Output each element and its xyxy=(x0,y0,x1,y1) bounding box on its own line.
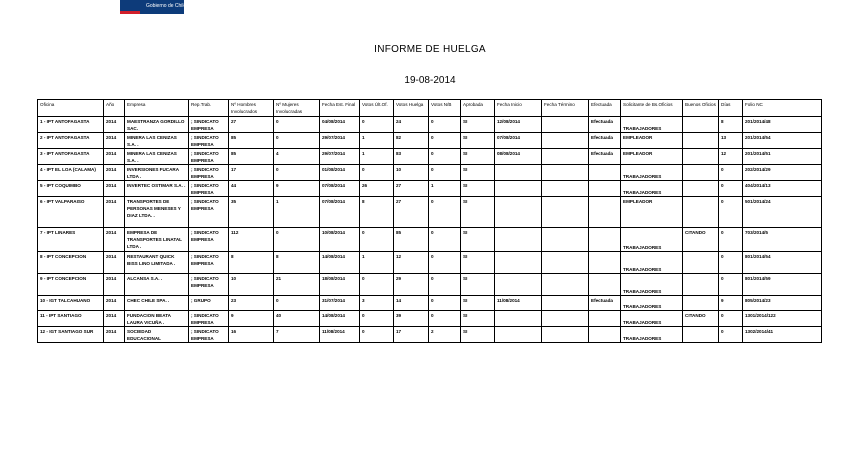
table-cell: MAESTRANZA GORDILLO SAC. xyxy=(125,117,189,133)
column-header: Aprobada xyxy=(461,100,495,117)
table-cell xyxy=(589,165,621,181)
table-cell: 1 xyxy=(360,133,394,149)
table-cell: 1 xyxy=(274,197,320,228)
table-cell: 29/07/2014 xyxy=(320,133,360,149)
table-cell: 2014 xyxy=(104,327,125,343)
table-cell: ; SINDICATO EMPRESA xyxy=(189,252,229,274)
table-cell: 1 - IPT ANTOFAGASTA xyxy=(38,117,104,133)
table-cell: 7 - IPT LINARES xyxy=(38,228,104,252)
table-row xyxy=(38,117,822,133)
table-cell: 0 xyxy=(360,165,394,181)
table-cell: Efectuada xyxy=(589,149,621,165)
table-cell: 501/2014/24 xyxy=(743,197,822,228)
table-cell: 703/2014/5 xyxy=(743,228,822,252)
table-cell: 201/2014/54 xyxy=(743,133,822,149)
table-cell: 0 xyxy=(719,311,743,327)
table-cell: 83 xyxy=(394,149,429,165)
table-cell: ; SINDICATO EMPRESA xyxy=(189,149,229,165)
table-cell: SOCIEDAD EDUCACIONAL xyxy=(125,327,189,343)
table-cell: 12/08/2014 xyxy=(495,117,542,133)
table-cell xyxy=(542,165,589,181)
table-cell xyxy=(589,197,621,228)
table-cell: 0 xyxy=(274,165,320,181)
table-cell: 9 xyxy=(274,181,320,197)
column-header: Fecha Inicio xyxy=(495,100,542,117)
table-cell xyxy=(495,311,542,327)
table-cell: 10 xyxy=(394,165,429,181)
table-cell xyxy=(542,228,589,252)
table-cell xyxy=(589,228,621,252)
table-cell xyxy=(495,274,542,296)
table-cell: EMPLEADOR xyxy=(621,133,683,149)
table-cell xyxy=(495,252,542,274)
table-cell xyxy=(683,274,719,296)
table-cell: RESTAURANT QUICK BISS LINO LIMITADA . xyxy=(125,252,189,274)
table-cell: 11 - IPT SANTIAGO xyxy=(38,311,104,327)
table-cell: 1 xyxy=(360,252,394,274)
table-cell: 0 xyxy=(274,133,320,149)
table-cell xyxy=(683,149,719,165)
table-row xyxy=(38,197,822,228)
table-cell: TRABAJADORES xyxy=(621,311,683,327)
table-row xyxy=(38,133,822,149)
table-cell: TRANSPORTES DE PERSONAS MENESES Y DIAZ LTDA. . xyxy=(125,197,189,228)
table-cell: 0 xyxy=(429,228,461,252)
table-cell: 8 - IPT CONCEPCION xyxy=(38,252,104,274)
table-cell: 2014 xyxy=(104,311,125,327)
table-cell xyxy=(542,252,589,274)
table-cell: 11/08/2014 xyxy=(320,327,360,343)
table-cell: 27 xyxy=(229,117,274,133)
table-cell: 0 xyxy=(719,197,743,228)
table-cell: CHEC CHILE SPA. . xyxy=(125,296,189,311)
table-cell: 17 xyxy=(229,165,274,181)
table-cell: ALCANSA S.A. . xyxy=(125,274,189,296)
strike-report-table xyxy=(37,99,822,343)
column-header: Días xyxy=(719,100,743,117)
table-cell: 13 xyxy=(719,133,743,149)
table-cell xyxy=(495,228,542,252)
table-cell: CITANDO xyxy=(683,311,719,327)
table-cell: 0 xyxy=(274,117,320,133)
table-cell: TRABAJADORES xyxy=(621,296,683,311)
table-cell: ; SINDICATO EMPRESA xyxy=(189,181,229,197)
table-cell: 17 xyxy=(394,327,429,343)
table-cell: ; SINDICATO EMPRESA xyxy=(189,311,229,327)
table-cell xyxy=(683,133,719,149)
table-cell: SI xyxy=(461,197,495,228)
table-cell: ; GRUPO xyxy=(189,296,229,311)
table-cell: SI xyxy=(461,149,495,165)
table-cell: 5 - IPT COQUIMBO xyxy=(38,181,104,197)
table-cell xyxy=(495,181,542,197)
table-cell xyxy=(683,296,719,311)
table-cell: ; SINDICATO EMPRESA xyxy=(189,117,229,133)
table-cell xyxy=(589,181,621,197)
table-cell: 31/07/2014 xyxy=(320,296,360,311)
table-cell: 27 xyxy=(394,197,429,228)
table-cell: 01/08/2014 xyxy=(320,165,360,181)
table-cell: 12 xyxy=(719,149,743,165)
table-cell: 24 xyxy=(394,117,429,133)
table-cell: 0 xyxy=(274,228,320,252)
table-cell: ; SINDICATO EMPRESA xyxy=(189,327,229,343)
table-cell: 2 - IPT ANTOFAGASTA xyxy=(38,133,104,149)
table-cell: 85 xyxy=(229,149,274,165)
table-cell: 6 - IPT VALPARAISO xyxy=(38,197,104,228)
table-cell xyxy=(683,117,719,133)
table-cell: TRABAJADORES xyxy=(621,252,683,274)
table-row xyxy=(38,149,822,165)
table-cell: 0 xyxy=(274,296,320,311)
table-cell: ; SINDICATO EMPRESA xyxy=(189,228,229,252)
table-cell: SI xyxy=(461,274,495,296)
table-cell: 2014 xyxy=(104,197,125,228)
table-row xyxy=(38,327,822,343)
table-cell: 801/2014/59 xyxy=(743,274,822,296)
table-cell: 39 xyxy=(394,311,429,327)
report-date: 19-08-2014 xyxy=(404,75,456,86)
table-cell xyxy=(683,197,719,228)
table-cell: 0 xyxy=(719,228,743,252)
table-row xyxy=(38,252,822,274)
table-cell: 3 - IPT ANTOFAGASTA xyxy=(38,149,104,165)
table-cell: 0 xyxy=(719,252,743,274)
table-cell: ; SINDICATO EMPRESA xyxy=(189,165,229,181)
table-cell xyxy=(495,327,542,343)
table-cell xyxy=(683,252,719,274)
table-cell: 07/08/2014 xyxy=(320,197,360,228)
table-cell: ; SINDICATO EMPRESA xyxy=(189,274,229,296)
table-cell: SI xyxy=(461,181,495,197)
table-cell: TRABAJADORES xyxy=(621,274,683,296)
table-cell: 0 xyxy=(429,252,461,274)
table-cell: 2014 xyxy=(104,149,125,165)
table-cell: 23 xyxy=(229,296,274,311)
table-cell: 14/08/2014 xyxy=(320,311,360,327)
column-header: Nº Hombres Involucrados xyxy=(229,100,274,117)
column-header: Fecha Término xyxy=(542,100,589,117)
table-cell xyxy=(542,327,589,343)
table-cell: 12 - IGT SANTIAGO SUR xyxy=(38,327,104,343)
table-cell: 9 xyxy=(229,311,274,327)
table-cell: MINERA LAS CENIZAS S.A. . xyxy=(125,149,189,165)
table-cell: 85 xyxy=(229,133,274,149)
table-cell: 801/2014/54 xyxy=(743,252,822,274)
table-cell: 0 xyxy=(429,117,461,133)
table-cell: 10 xyxy=(229,274,274,296)
column-header: Rep.Trab. xyxy=(189,100,229,117)
table-cell: 2 xyxy=(429,327,461,343)
table-cell: TRABAJADORES xyxy=(621,327,683,343)
column-header: Nº Mujeres Involucradas xyxy=(274,100,320,117)
table-cell: 2014 xyxy=(104,274,125,296)
table-cell: 0 xyxy=(360,327,394,343)
column-header: Efectuada xyxy=(589,100,621,117)
table-cell: 10/08/2014 xyxy=(320,228,360,252)
table-cell: 0 xyxy=(360,311,394,327)
table-cell: FUNDACION BEATA LAURA VICUÑA . xyxy=(125,311,189,327)
table-cell: SI xyxy=(461,311,495,327)
table-cell: SI xyxy=(461,117,495,133)
table-cell: 11/08/2014 xyxy=(495,296,542,311)
table-cell: 0 xyxy=(719,181,743,197)
table-cell: 26 xyxy=(360,181,394,197)
table-cell xyxy=(589,311,621,327)
table-cell: 404/2014/13 xyxy=(743,181,822,197)
table-cell: 112 xyxy=(229,228,274,252)
table-cell: 8 xyxy=(274,252,320,274)
table-cell: Efectuada xyxy=(589,117,621,133)
logo-flag-stripe xyxy=(120,11,140,14)
table-cell: 0 xyxy=(429,133,461,149)
column-header: Votos Huelga xyxy=(394,100,429,117)
column-header: Votos N/B xyxy=(429,100,461,117)
table-cell: EMPRESA DE TRANSPORTES LINATAL LTDA . xyxy=(125,228,189,252)
table-cell: 40 xyxy=(274,311,320,327)
table-cell xyxy=(589,252,621,274)
table-cell: 9 - IPT CONCEPCION xyxy=(38,274,104,296)
table-cell: 14/08/2014 xyxy=(320,252,360,274)
table-row xyxy=(38,274,822,296)
table-cell: 82 xyxy=(394,133,429,149)
table-cell: 8 xyxy=(360,197,394,228)
table-cell: INVERSIONES FUCARA LTDA . xyxy=(125,165,189,181)
column-header: Folio NC xyxy=(743,100,822,117)
table-cell: 4 - IPT EL LOA (CALAMA) xyxy=(38,165,104,181)
table-cell: 2014 xyxy=(104,133,125,149)
table-cell xyxy=(495,197,542,228)
table-cell: 7 xyxy=(274,327,320,343)
table-cell: 85 xyxy=(394,228,429,252)
table-cell: 29/07/2014 xyxy=(320,149,360,165)
table-cell: 29 xyxy=(394,274,429,296)
column-header: Votos Últ.Of. xyxy=(360,100,394,117)
table-cell: 35 xyxy=(229,197,274,228)
table-cell: 0 xyxy=(429,274,461,296)
table-cell: 44 xyxy=(229,181,274,197)
table-cell xyxy=(542,197,589,228)
table-cell: 2014 xyxy=(104,228,125,252)
table-cell xyxy=(683,181,719,197)
table-cell: 27 xyxy=(394,181,429,197)
table-row xyxy=(38,296,822,311)
table-cell: 18/08/2014 xyxy=(320,274,360,296)
table-header-row xyxy=(38,100,822,117)
table-cell: 2014 xyxy=(104,181,125,197)
table-cell: 2014 xyxy=(104,296,125,311)
table-cell: 0 xyxy=(719,327,743,343)
table-cell: ; SINDICATO EMPRESA xyxy=(189,133,229,149)
table-cell: 1 xyxy=(429,181,461,197)
table-cell: 2014 xyxy=(104,117,125,133)
table-cell: 21 xyxy=(274,274,320,296)
table-cell: 4 xyxy=(274,149,320,165)
table-cell: TRABAJADORES xyxy=(621,117,683,133)
table-cell: Efectuada xyxy=(589,133,621,149)
table-cell: 10 - IGT TALCAHUANO xyxy=(38,296,104,311)
table-cell: SI xyxy=(461,327,495,343)
table-cell: 07/08/2014 xyxy=(495,133,542,149)
table-cell: 0 xyxy=(429,296,461,311)
table-cell: 14 xyxy=(394,296,429,311)
table-cell: SI xyxy=(461,296,495,311)
table-cell xyxy=(542,181,589,197)
table-cell: 0 xyxy=(429,149,461,165)
table-cell: EMPLEADOR xyxy=(621,149,683,165)
table-cell: MINERA LAS CENIZAS S.A. . xyxy=(125,133,189,149)
table-cell: 1301/2014/122 xyxy=(743,311,822,327)
table-cell: 0 xyxy=(429,197,461,228)
table-cell: 0 xyxy=(719,165,743,181)
table-cell: ; SINDICATO EMPRESA xyxy=(189,197,229,228)
table-cell: 3 xyxy=(360,296,394,311)
table-cell xyxy=(542,311,589,327)
table-cell: 16 xyxy=(229,327,274,343)
table-cell: 0 xyxy=(360,274,394,296)
column-header: Buenos Oficios xyxy=(683,100,719,117)
table-cell: 0 xyxy=(429,165,461,181)
table-cell: 8 xyxy=(229,252,274,274)
table-cell: SI xyxy=(461,252,495,274)
table-row xyxy=(38,228,822,252)
table-cell: SI xyxy=(461,228,495,252)
table-cell: 1 xyxy=(360,149,394,165)
table-cell: INVERTEC OSTIMAR S.A. . xyxy=(125,181,189,197)
table-cell xyxy=(542,296,589,311)
column-header: Empresa xyxy=(125,100,189,117)
table-cell: 07/08/2014 xyxy=(320,181,360,197)
table-cell: TRABAJADORES xyxy=(621,165,683,181)
table-cell: 0 xyxy=(360,228,394,252)
table-cell: 2014 xyxy=(104,165,125,181)
table-cell: 04/08/2014 xyxy=(320,117,360,133)
table-cell: 12 xyxy=(394,252,429,274)
column-header: Fecha Est. Final xyxy=(320,100,360,117)
table-cell xyxy=(542,133,589,149)
table-cell: 0 xyxy=(429,311,461,327)
table-cell: 0 xyxy=(360,117,394,133)
table-row xyxy=(38,181,822,197)
table-cell: 201/2014/51 xyxy=(743,149,822,165)
table-cell: EMPLEADOR xyxy=(621,197,683,228)
table-cell: CITANDO xyxy=(683,228,719,252)
table-cell xyxy=(589,274,621,296)
table-row xyxy=(38,311,822,327)
column-header: Oficina xyxy=(38,100,104,117)
table-cell xyxy=(683,327,719,343)
table-cell xyxy=(542,117,589,133)
table-cell xyxy=(542,149,589,165)
table-cell: 805/2014/23 xyxy=(743,296,822,311)
table-cell: SI xyxy=(461,165,495,181)
table-cell: 0 xyxy=(719,274,743,296)
table-cell xyxy=(495,165,542,181)
table-cell: Efectuada xyxy=(589,296,621,311)
column-header: Solicitante de Bs.Oficios xyxy=(621,100,683,117)
table-cell: TRABAJADORES xyxy=(621,228,683,252)
table-cell: 201/2014/48 xyxy=(743,117,822,133)
table-cell xyxy=(683,165,719,181)
table-cell xyxy=(542,274,589,296)
report-title: INFORME DE HUELGA xyxy=(374,44,486,55)
table-cell: 1302/2014/41 xyxy=(743,327,822,343)
table-cell xyxy=(589,327,621,343)
table-cell: TRABAJADORES xyxy=(621,181,683,197)
column-header: Año xyxy=(104,100,125,117)
logo-text: Gobierno de Chile xyxy=(146,3,187,9)
table-cell: 9 xyxy=(719,296,743,311)
table-cell: 2014 xyxy=(104,252,125,274)
table-cell: SI xyxy=(461,133,495,149)
table-cell: 8 xyxy=(719,117,743,133)
table-cell: 08/08/2014 xyxy=(495,149,542,165)
table-cell: 202/2014/29 xyxy=(743,165,822,181)
table-row xyxy=(38,165,822,181)
